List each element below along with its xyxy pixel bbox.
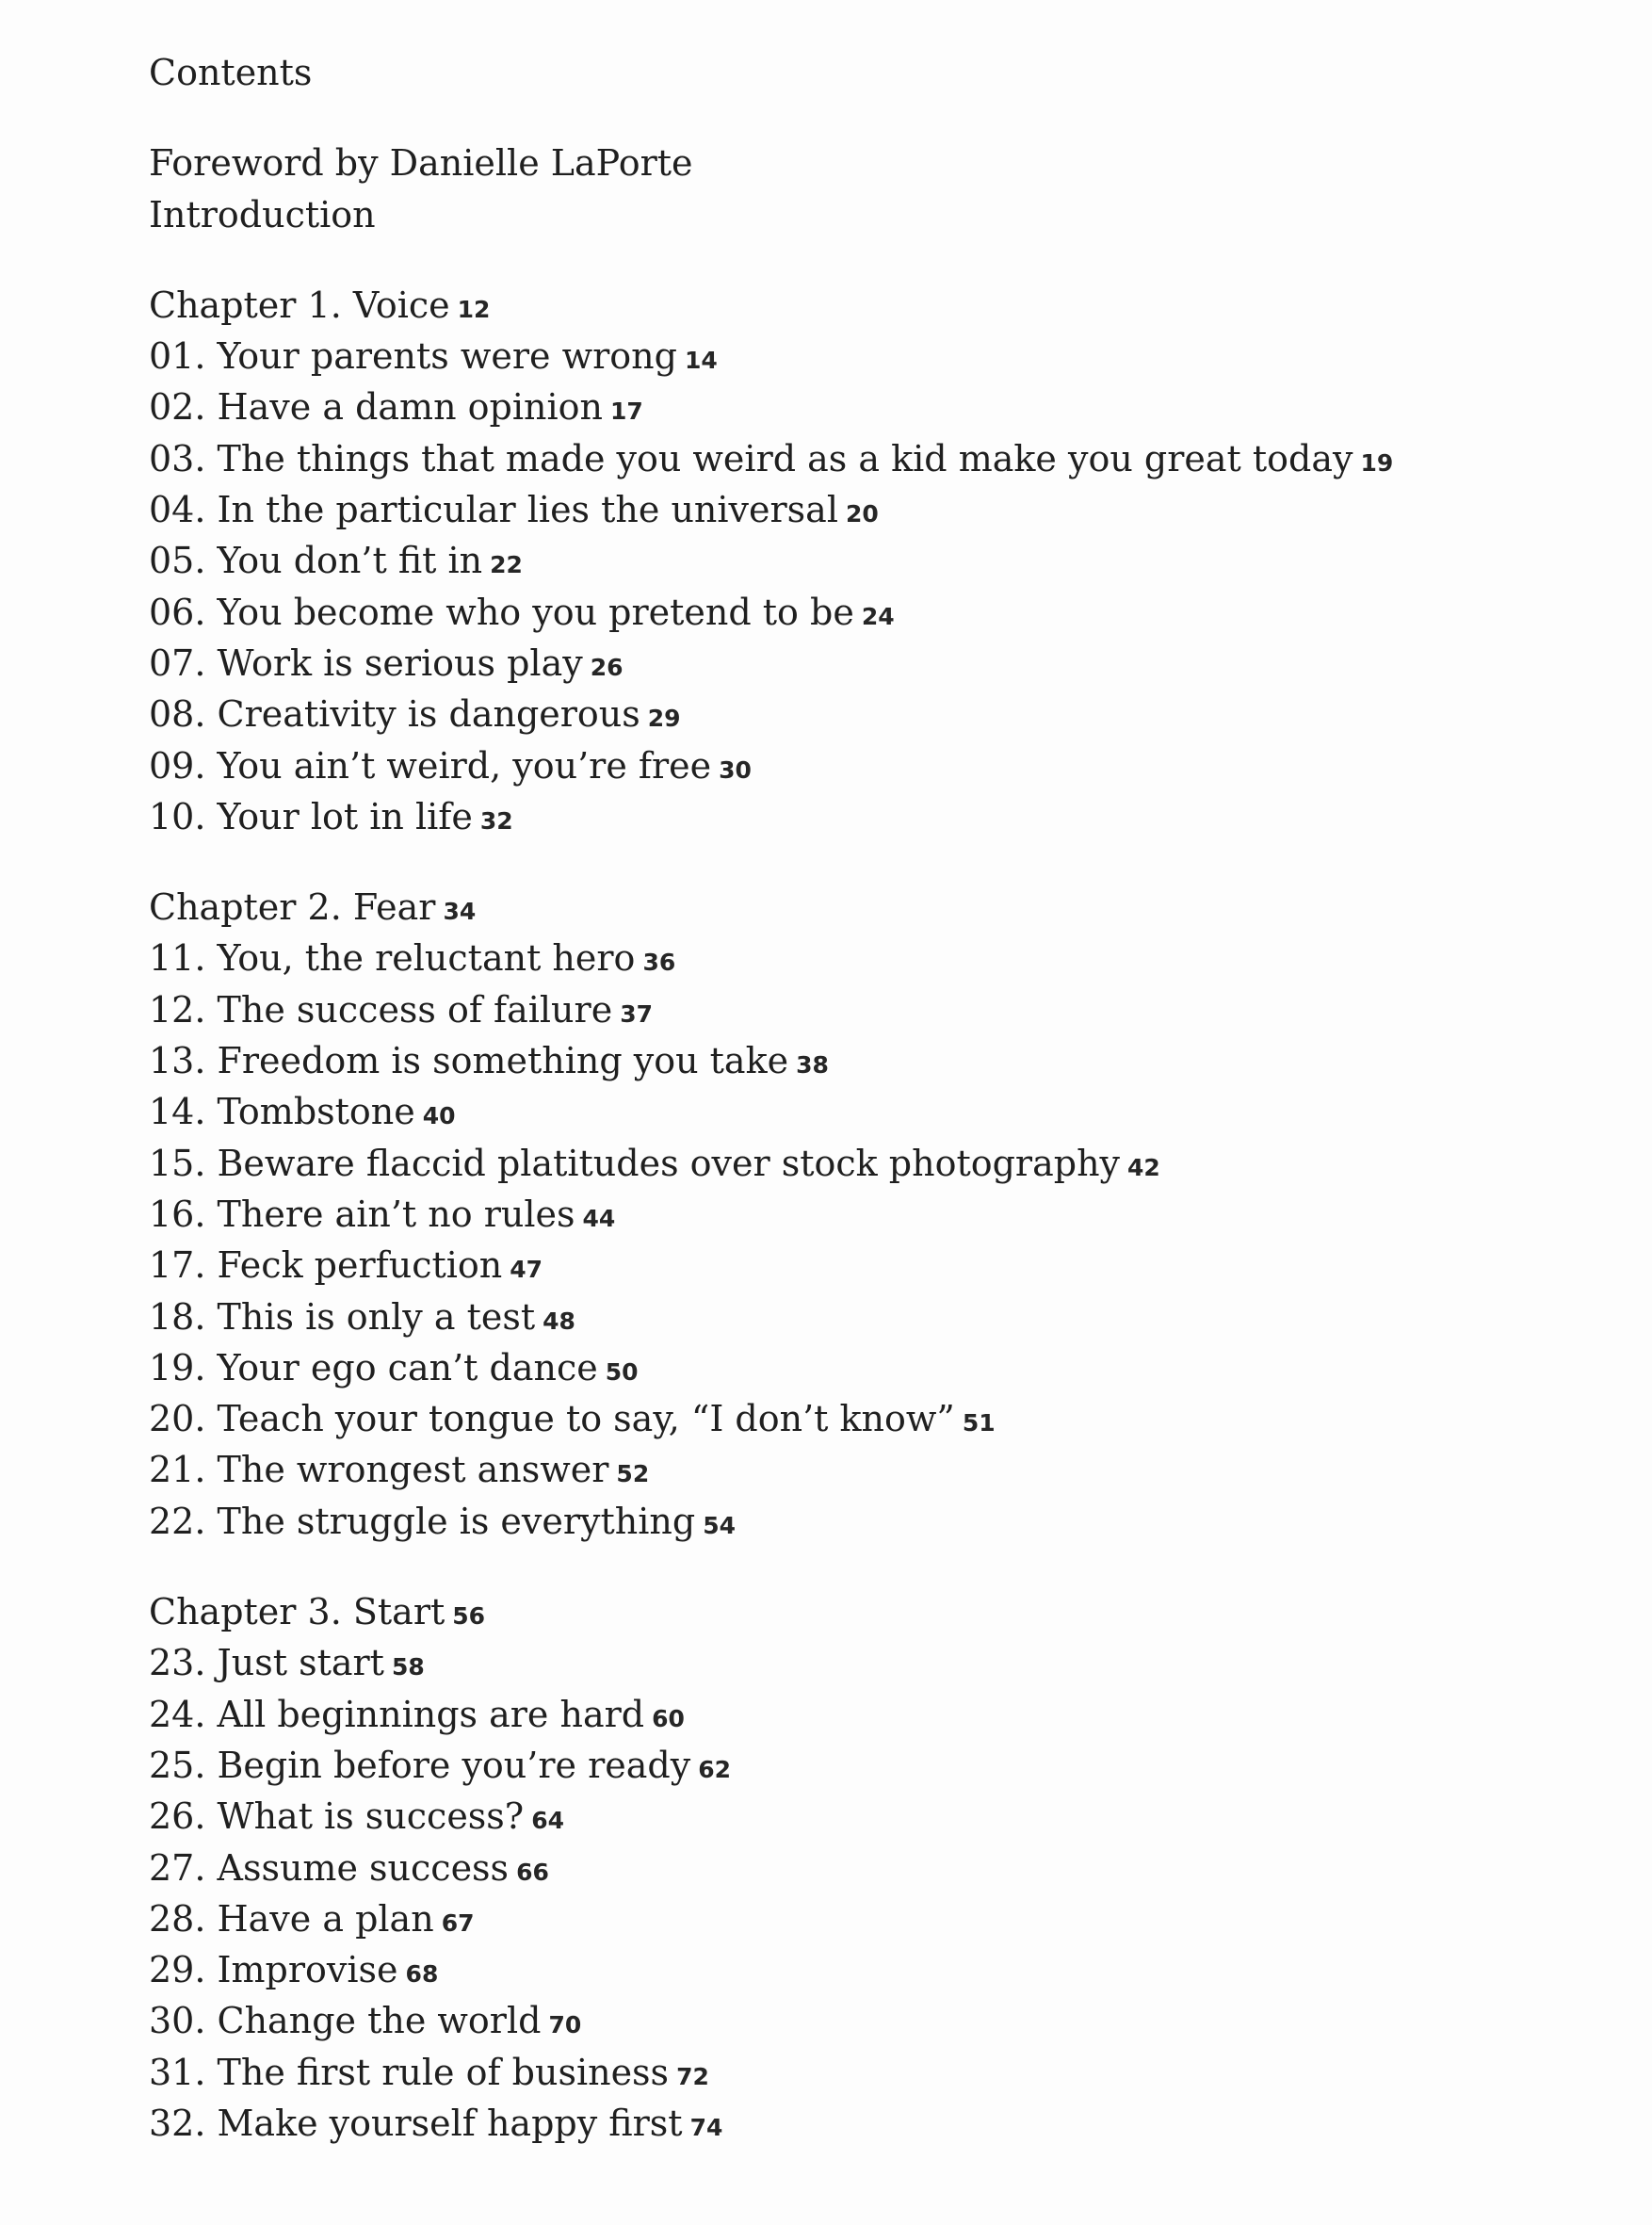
page-number: 72 [676, 2062, 709, 2090]
entry-title: 02. Have a damn opinion [149, 386, 603, 429]
toc-entry [149, 1138, 1562, 1189]
toc-entry [149, 1393, 1562, 1444]
page-number: 56 [452, 1602, 486, 1631]
toc-entry [149, 484, 1562, 535]
page-number: 74 [689, 2113, 723, 2141]
chapter-title: Chapter 1. Voice [149, 284, 450, 326]
toc-entry [149, 1342, 1562, 1393]
page-number: 67 [441, 1908, 475, 1937]
spacer [149, 1547, 1562, 1586]
toc-entry [149, 1893, 1562, 1944]
toc-entry [149, 984, 1562, 1035]
entry-title: 12. The success of failure [149, 988, 613, 1031]
entry-title: 22. The struggle is everything [149, 1500, 696, 1542]
entry-title: 20. Teach your tongue to say, “I don’t know” [149, 1398, 955, 1440]
page-number: 26 [590, 653, 624, 681]
entry-title: 11. You, the reluctant hero [149, 937, 636, 980]
entry-title: 26. What is success? [149, 1795, 525, 1838]
entry-title: 16. There ain’t no rules [149, 1193, 575, 1235]
spacer [149, 842, 1562, 882]
page-number: 14 [684, 347, 718, 375]
toc-entry [149, 433, 1562, 484]
page-number: 58 [391, 1653, 425, 1681]
entry-title: 08. Creativity is dangerous [149, 693, 640, 736]
page-number: 68 [405, 1960, 439, 1989]
toc-entry [149, 587, 1562, 638]
page-number: 54 [703, 1511, 736, 1539]
page-number: 36 [642, 949, 676, 977]
page-number: 47 [510, 1256, 543, 1284]
page-number: 62 [698, 1755, 731, 1783]
introduction-entry: Introduction [149, 193, 376, 235]
chapter-heading [149, 280, 1562, 331]
entry-title: 19. Your ego can’t dance [149, 1346, 598, 1389]
toc-entry [149, 535, 1562, 586]
toc-entry [149, 1637, 1562, 1688]
entry-title: 18. This is only a test [149, 1295, 536, 1338]
chapter-title: Chapter 3. Start [149, 1591, 445, 1633]
toc-entry [149, 2098, 1562, 2149]
entry-title: 21. The wrongest answer [149, 1449, 609, 1491]
page-number: 42 [1127, 1153, 1160, 1181]
page-number: 29 [647, 705, 681, 733]
entry-title: 04. In the particular lies the universal [149, 489, 838, 531]
entry-title: 14. Tombstone [149, 1091, 415, 1133]
entry-title: 23. Just start [149, 1642, 384, 1684]
toc-entry [149, 1843, 1562, 1893]
page-number: 70 [548, 2011, 582, 2039]
toc-entry [149, 1496, 1562, 1547]
chapter-heading [149, 882, 1562, 933]
toc-entry [149, 740, 1562, 791]
toc-entry [149, 331, 1562, 382]
toc-entry [149, 1995, 1562, 2046]
page-number: 52 [616, 1460, 650, 1488]
toc-entry [149, 638, 1562, 689]
page-number: 48 [543, 1307, 575, 1335]
page-number: 37 [620, 999, 653, 1028]
page-number: 34 [443, 898, 477, 926]
page-number: 60 [652, 1704, 685, 1732]
table-of-contents [149, 47, 1562, 2149]
entry-title: 31. The first rule of business [149, 2051, 670, 2093]
spacer [149, 240, 1562, 280]
page-number: 32 [479, 806, 513, 835]
toc-entry [149, 1291, 1562, 1342]
entry-title: 10. Your lot in life [149, 795, 473, 837]
entry-title: 01. Your parents were wrong [149, 335, 677, 378]
entry-title: 24. All beginnings are hard [149, 1693, 645, 1735]
toc-entry [149, 2047, 1562, 2098]
entry-title: 09. You ain’t weird, you’re free [149, 744, 712, 787]
page-number: 20 [845, 500, 879, 528]
toc-entry [149, 1240, 1562, 1291]
page-number: 17 [609, 398, 643, 426]
page-number: 66 [516, 1858, 549, 1886]
page-number: 38 [796, 1051, 829, 1080]
entry-title: 29. Improvise [149, 1949, 398, 1991]
toc-entry [149, 689, 1562, 739]
toc-entry [149, 1444, 1562, 1495]
entry-title: 25. Begin before you’re ready [149, 1744, 691, 1786]
entry-title: 07. Work is serious play [149, 642, 583, 684]
entry-title: 03. The things that made you weird as a kid make you great today [149, 437, 1353, 479]
page-number: 19 [1360, 448, 1394, 477]
chapter-heading [149, 1586, 1562, 1637]
entry-title: 17. Feck perfuction [149, 1244, 503, 1287]
spacer [149, 98, 1562, 138]
toc-entry [149, 791, 1562, 842]
entry-title: 15. Beware flaccid platitudes over stock photography [149, 1142, 1121, 1184]
entry-title: 30. Change the world [149, 2000, 542, 2042]
toc-entry [149, 1689, 1562, 1740]
page-number: 30 [719, 755, 752, 784]
page-number: 50 [605, 1357, 639, 1386]
entry-title: 32. Make yourself happy first [149, 2102, 683, 2144]
toc-entry [149, 1944, 1562, 1995]
entry-title: 06. You become who you pretend to be [149, 591, 854, 633]
page-number: 64 [531, 1807, 564, 1835]
toc-entry [149, 1086, 1562, 1137]
page-number: 40 [422, 1102, 456, 1130]
entry-title: 05. You don’t fit in [149, 540, 483, 582]
toc-entry [149, 382, 1562, 432]
toc-entry [149, 1740, 1562, 1791]
toc-entry [149, 1189, 1562, 1240]
contents-heading: Contents [149, 52, 313, 93]
foreword-entry: Foreword by Danielle LaPorte [149, 142, 693, 185]
toc-entry [149, 933, 1562, 983]
page-number: 24 [861, 602, 895, 630]
entry-title: 28. Have a plan [149, 1897, 434, 1940]
toc-entry [149, 1791, 1562, 1842]
entry-title: 13. Freedom is something you take [149, 1040, 789, 1082]
page-number: 44 [582, 1204, 616, 1232]
toc-entry [149, 1035, 1562, 1086]
page-number: 51 [962, 1409, 996, 1437]
page-number: 22 [490, 551, 523, 579]
entry-title: 27. Assume success [149, 1846, 510, 1889]
chapter-title: Chapter 2. Fear [149, 886, 436, 929]
page-number: 12 [457, 295, 491, 323]
